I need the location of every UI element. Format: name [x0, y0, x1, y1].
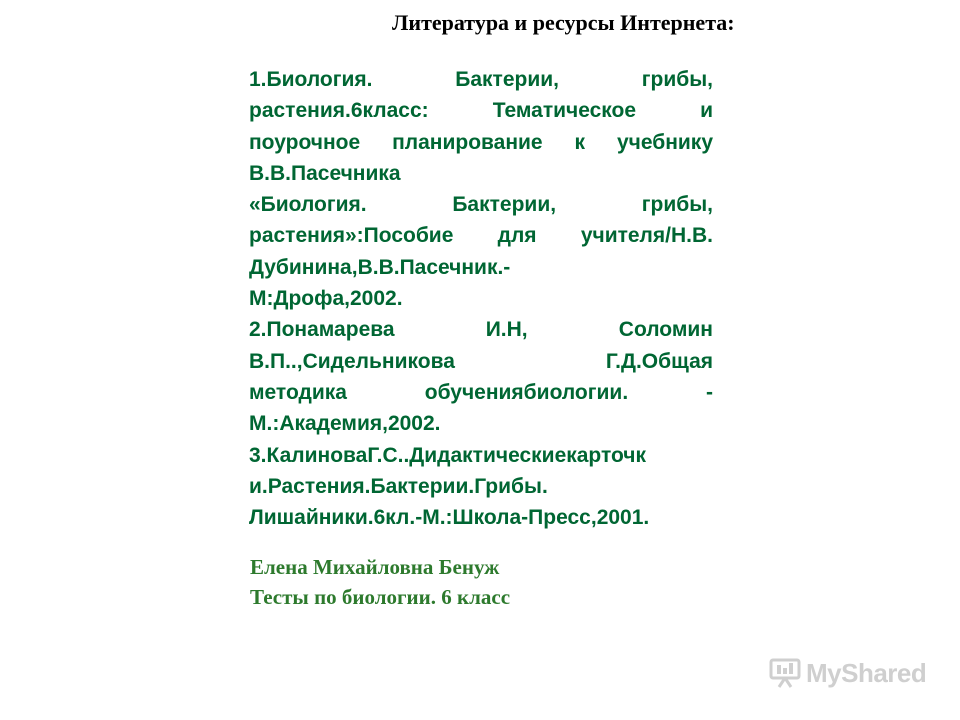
reference-line: В.В.Пасечника — [249, 161, 401, 185]
reference-list — [249, 64, 713, 533]
slide-title: Литература и ресурсы Интернета: — [392, 10, 735, 35]
reference-line: 1.Биология. Бактерии, грибы, — [249, 68, 713, 91]
reference-line: Дубинина,В.В.Пасечник.- — [249, 255, 511, 279]
reference-line: М.:Академия,2002. — [249, 412, 441, 436]
reference-line: В.П..,Сидельникова Г.Д.Общая — [249, 349, 713, 373]
reference-line: «Биология. Бактерии, грибы, — [249, 193, 713, 217]
extra-resource — [250, 552, 510, 612]
reference-line: 3.КалиноваГ.С..Дидактическиекарточк — [249, 443, 647, 467]
reference-line: 2.Понамарева И.Н, Соломин — [249, 318, 713, 342]
reference-line: методика обучениябиологии. - — [249, 380, 713, 404]
reference-line: растения.6класс: Тематическое и — [249, 99, 713, 123]
reference-line: растения»:Пособие для учителя/Н.В. — [249, 224, 713, 248]
reference-line: и.Растения.Бактерии.Грибы. — [249, 474, 548, 498]
reference-line: поурочное планирование к учебнику — [249, 130, 713, 154]
presentation-board-icon — [768, 656, 802, 690]
reference-line: Лишайники.6кл.-М.:Школа-Пресс,2001. — [249, 506, 650, 530]
watermark-text: MyShared — [806, 657, 927, 688]
extra-resource-title: Тесты по биологии. 6 класс — [250, 585, 511, 609]
watermark — [768, 656, 926, 690]
extra-resource-author: Елена Михайловна Бенуж — [250, 555, 500, 579]
reference-line: М:Дрофа,2002. — [249, 287, 403, 311]
